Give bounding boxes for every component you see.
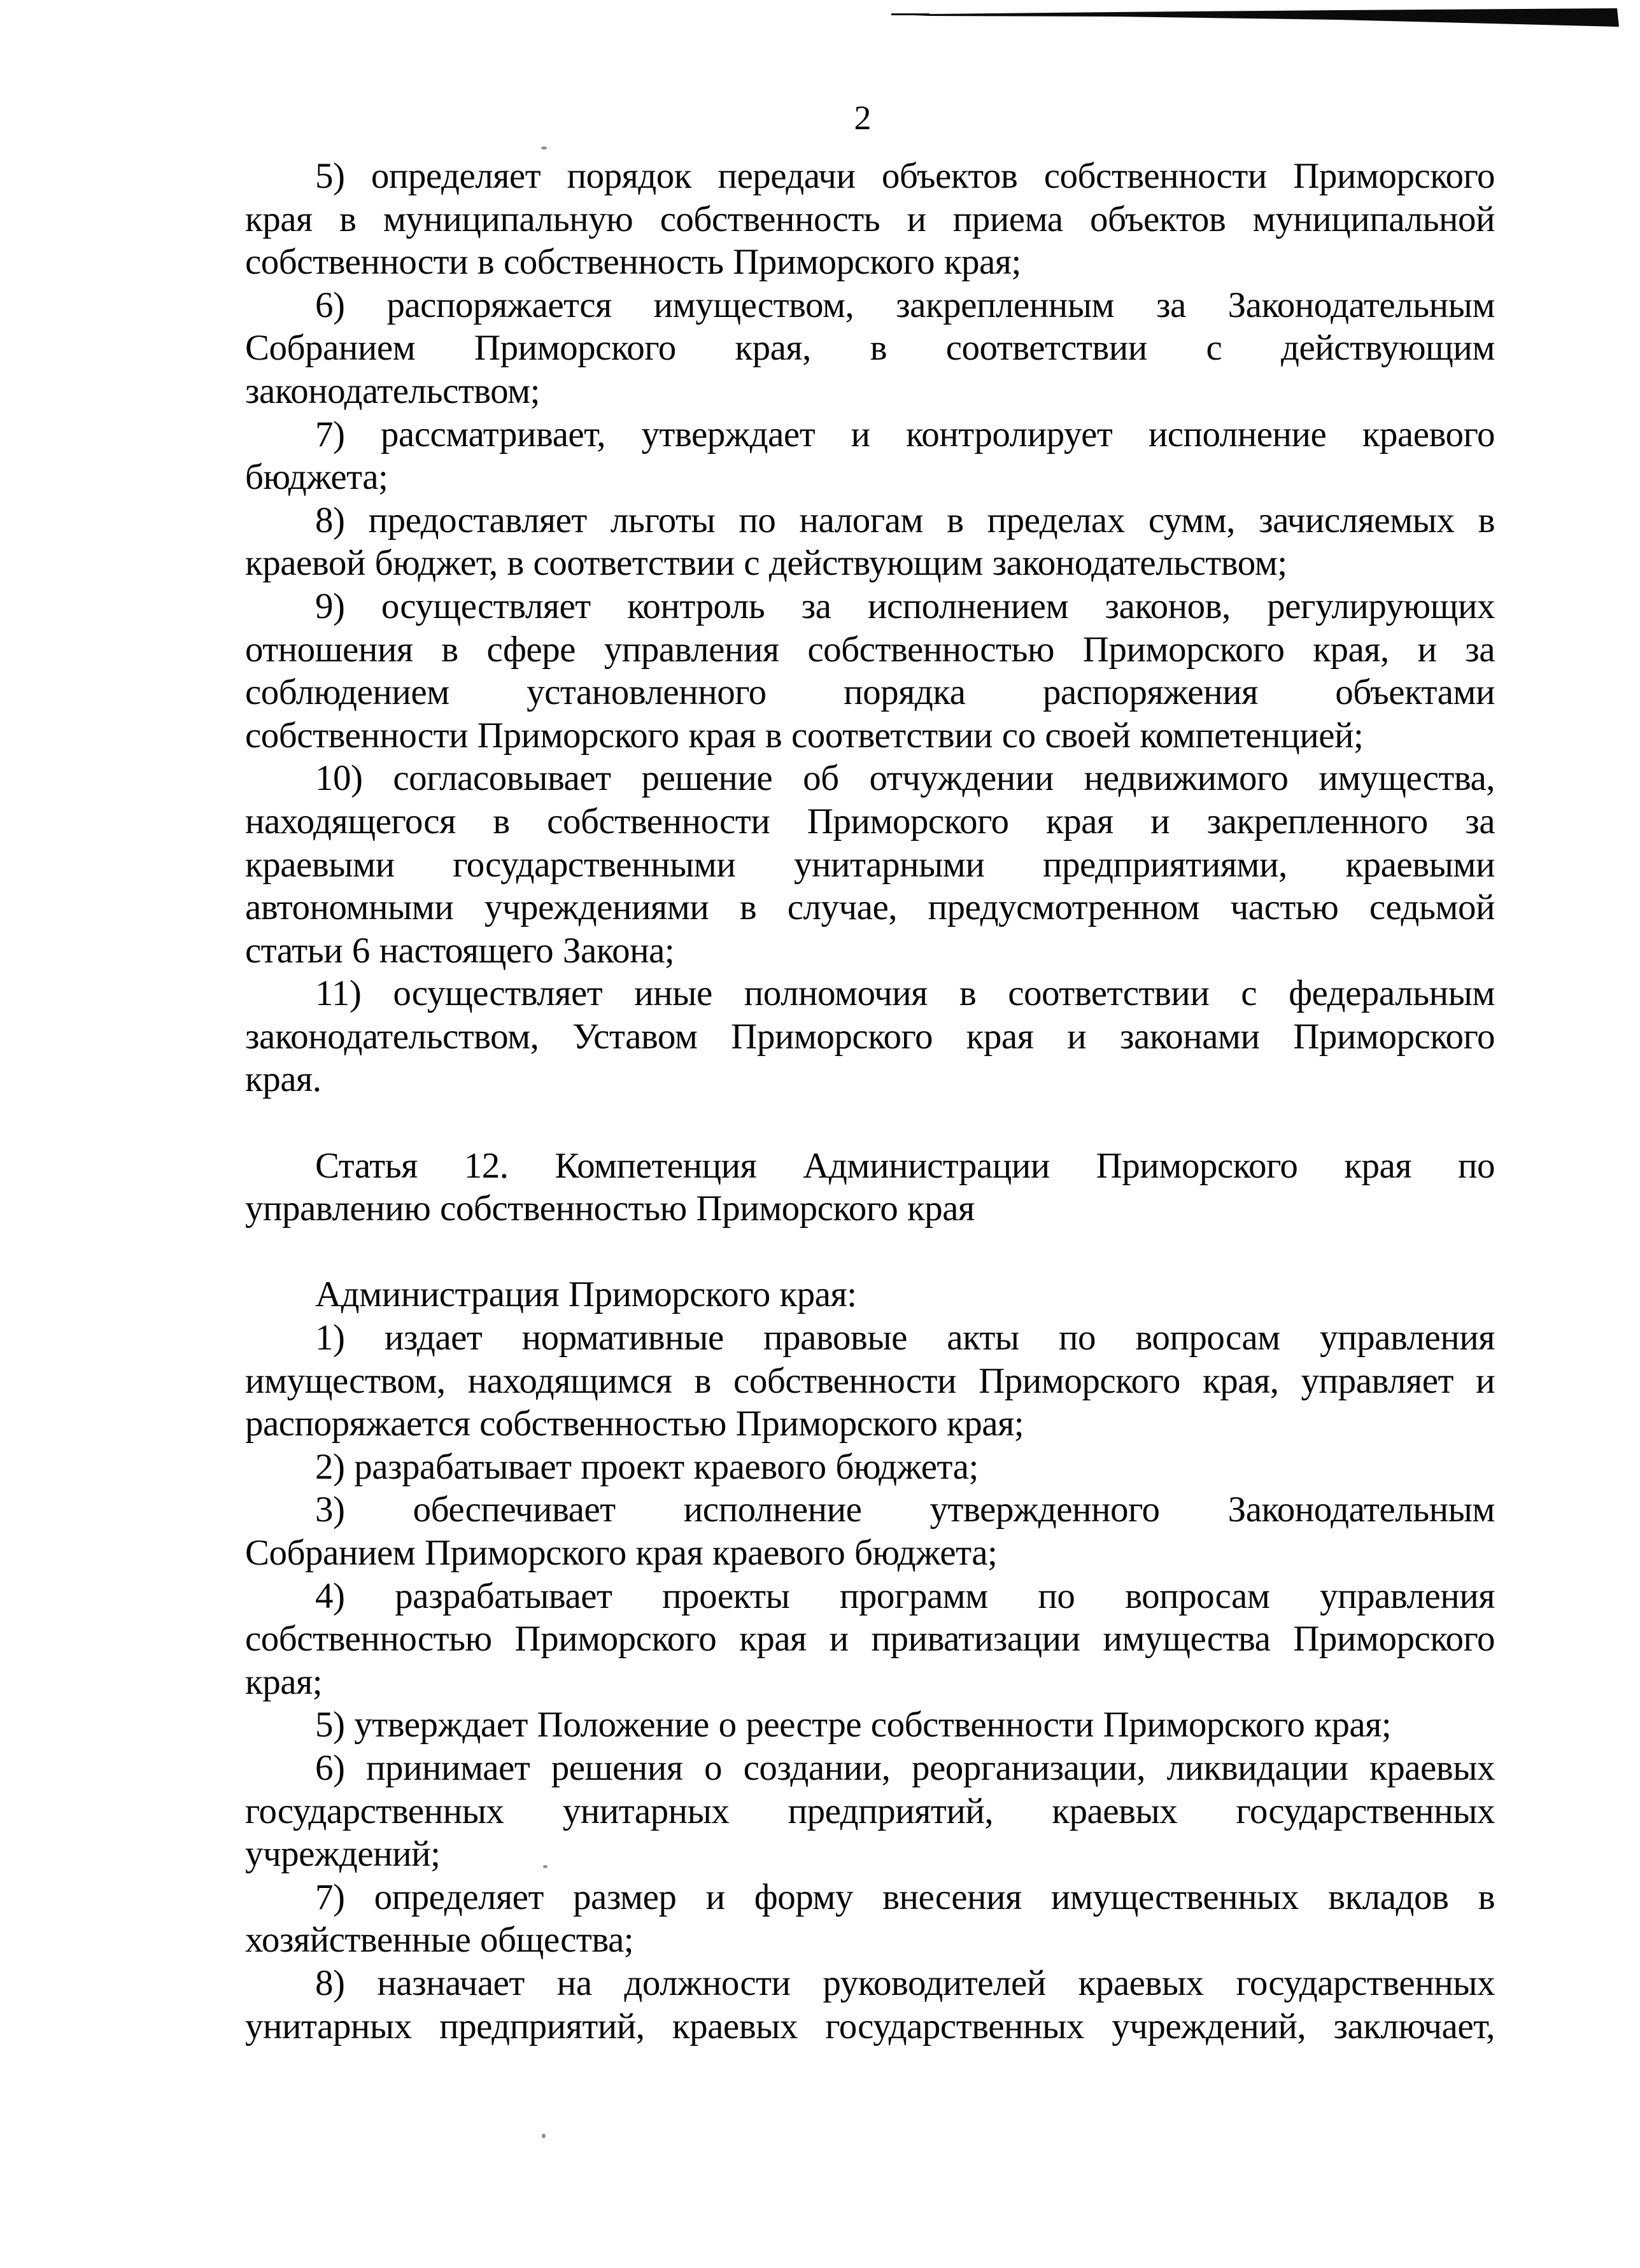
text-line: Собранием Приморского края, в соответствии с действующим: [245, 328, 1495, 369]
text-line: 8) предоставляет льготы по налогам в пределах сумм, зачисляемых в: [315, 500, 1495, 540]
text-line: законодательством;: [245, 370, 541, 411]
text-line: 5) определяет порядок передачи объектов собственности Приморского: [315, 156, 1495, 196]
paragraph: [245, 1316, 1495, 1446]
text-line: учреждений;: [245, 1834, 441, 1875]
paragraph: [245, 1273, 1495, 1316]
text-line: краевой бюджет, в соответствии с действующим законодательством;: [245, 543, 1287, 584]
text-line: 6) принимает решения о создании, реорганизации, ликвидации краевых: [315, 1747, 1495, 1788]
text-line: статьи 6 настоящего Закона;: [245, 930, 675, 971]
text-line: 2) разрабатывает проект краевого бюджета;: [315, 1446, 979, 1487]
scan-speck: [542, 2134, 546, 2138]
scan-artifact-streak: [891, 0, 1630, 32]
text-line: управлению собственностью Приморского края: [245, 1188, 975, 1229]
text-line: распоряжается собственностью Приморского края;: [245, 1404, 1024, 1444]
text-line: бюджета;: [245, 457, 388, 498]
paragraph: [245, 972, 1495, 1101]
paragraph: [245, 1876, 1495, 1962]
text-line: 4) разрабатывает проекты программ по вопросам управления: [315, 1575, 1495, 1616]
text-line: 7) определяет размер и форму внесения имущественных вкладов в: [315, 1877, 1495, 1917]
text-line: 6) распоряжается имуществом, закрепленным за Законодательным: [315, 285, 1495, 325]
paragraph: [245, 757, 1495, 972]
text-line: собственностью Приморского края и приватизации имущества Приморского: [245, 1619, 1495, 1659]
text-line: 3) обеспечивает исполнение утвержденного Законодательным: [315, 1490, 1495, 1530]
paragraph: [245, 1446, 1495, 1489]
text-line: законодательством, Уставом Приморского края и законами Приморского: [245, 1016, 1495, 1057]
page-number: 2: [854, 99, 872, 137]
text-line: хозяйственные общества;: [245, 1920, 634, 1961]
text-line: 1) издает нормативные правовые акты по вопросам управления: [315, 1318, 1495, 1358]
text-line: края.: [245, 1059, 322, 1100]
scan-speck: [541, 146, 547, 150]
text-line: 7) рассматривает, утверждает и контролирует исполнение краевого: [315, 414, 1495, 454]
text-line: краевыми государственными унитарными предприятиями, краевыми: [245, 844, 1495, 885]
text-line: собственности Приморского края в соответствии со своей компетенцией;: [245, 715, 1364, 756]
paragraph: [245, 1962, 1495, 2048]
text-line: находящегося в собственности Приморского края и закрепленного за: [245, 801, 1495, 842]
paragraph: [245, 1747, 1495, 1876]
text-line: Администрация Приморского края:: [315, 1274, 857, 1315]
text-line: 11) осуществляет иные полномочия в соответствии с федеральным: [315, 973, 1495, 1014]
paragraph: [245, 413, 1495, 499]
text-line: государственных унитарных предприятий, краевых государственных: [245, 1791, 1495, 1831]
paragraph: [245, 1575, 1495, 1704]
text-line: края;: [245, 1661, 323, 1702]
text-line: отношения в сфере управления собственностью Приморского края, и за: [245, 629, 1495, 670]
paragraph: [245, 1145, 1495, 1230]
paragraph: [245, 499, 1495, 585]
paragraph: [245, 155, 1495, 284]
text-line: соблюдением установленного порядка распоряжения объектами: [245, 672, 1495, 713]
text-line: 9) осуществляет контроль за исполнением законов, регулирующих: [315, 586, 1495, 626]
paragraph: [245, 1703, 1495, 1747]
paragraph: [245, 1488, 1495, 1574]
paragraph: [245, 284, 1495, 413]
document-body: [245, 155, 1495, 2048]
text-line: края в муниципальную собственность и приема объектов муниципальной: [245, 199, 1495, 239]
text-line: имуществом, находящимся в собственности Приморского края, управляет и: [245, 1360, 1495, 1401]
text-line: Статья 12. Компетенция Администрации Приморского края по: [315, 1145, 1495, 1186]
text-line: автономными учреждениями в случае, предусмотренном частью седьмой: [245, 887, 1495, 928]
text-line: 5) утверждает Положение о реестре собственности Приморского края;: [315, 1705, 1392, 1745]
text-line: унитарных предприятий, краевых государственных учреждений, заключает,: [245, 2006, 1495, 2046]
text-line: 8) назначает на должности руководителей краевых государственных: [315, 1962, 1495, 2003]
paragraph: [245, 585, 1495, 757]
text-line: 10) согласовывает решение об отчуждении недвижимого имущества,: [315, 758, 1495, 799]
text-line: собственности в собственность Приморского края;: [245, 242, 1021, 283]
text-line: Собранием Приморского края краевого бюджета;: [245, 1533, 998, 1573]
